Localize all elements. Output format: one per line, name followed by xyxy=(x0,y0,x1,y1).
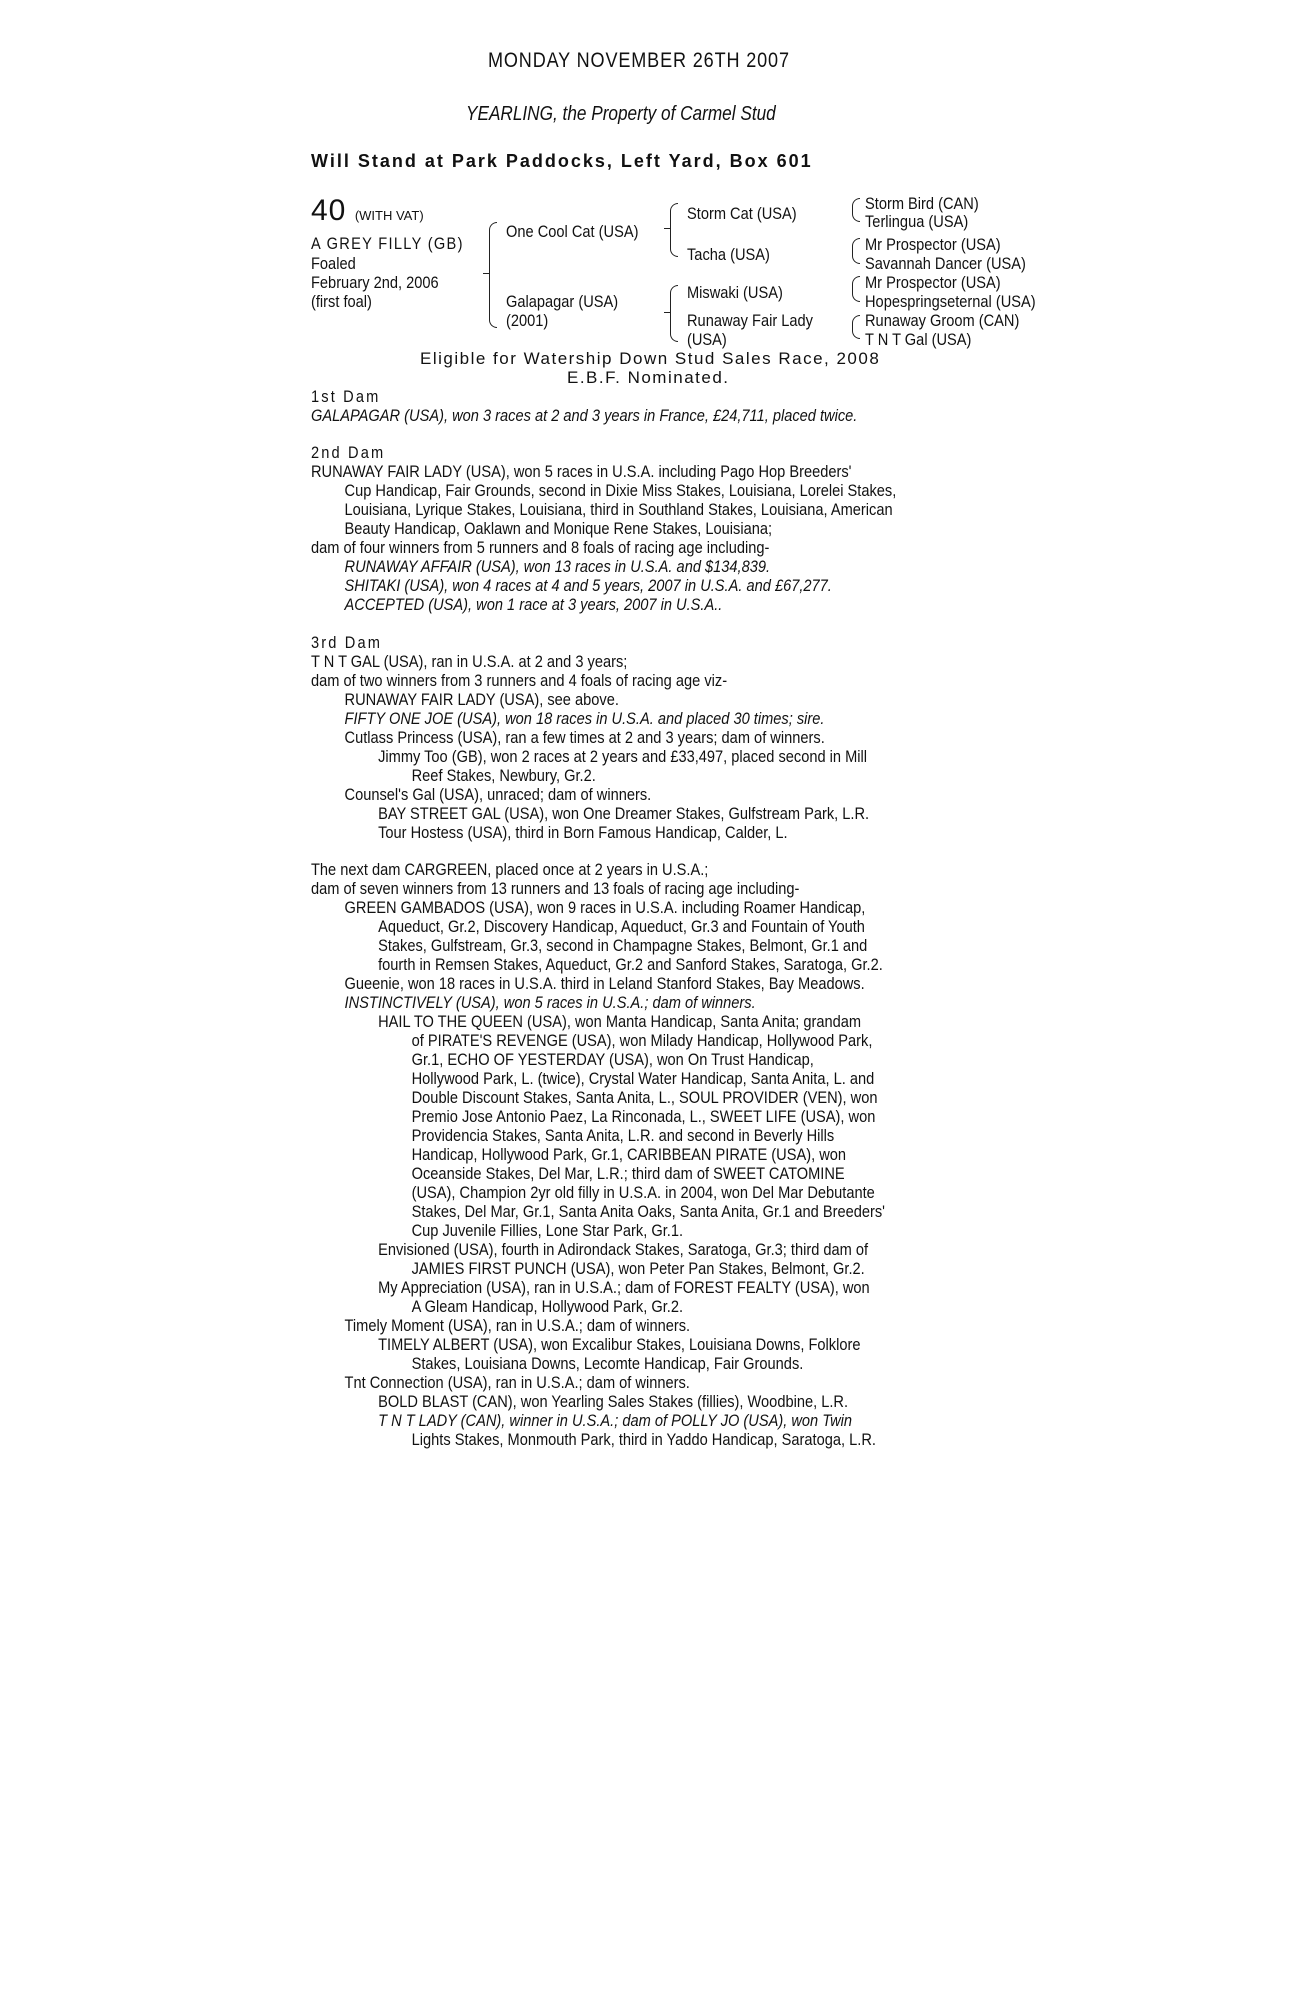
second-dam-line: ACCEPTED (USA), won 1 race at 3 years, 2007 in U.S.A.. xyxy=(344,595,723,614)
gen3-dss: Mr Prospector (USA) xyxy=(865,273,1001,292)
next-dam-line: (USA), Champion 2yr old filly in U.S.A. in 2004, won Del Mar Debutante xyxy=(411,1183,875,1202)
lot-description: A GREY FILLY (GB) xyxy=(311,234,464,253)
next-dam-line: Stakes, Del Mar, Gr.1, Santa Anita Oaks, Santa Anita, Gr.1 and Breeders' xyxy=(411,1202,885,1221)
next-dam-line: My Appreciation (USA), ran in U.S.A.; dam of FOREST FEALTY (USA), won xyxy=(378,1278,870,1297)
second-dam-line: SHITAKI (USA), won 4 races at 4 and 5 years, 2007 in U.S.A. and £67,277. xyxy=(344,576,832,595)
brace-dd xyxy=(852,315,860,339)
next-dam-line: The next dam CARGREEN, placed once at 2 years in U.S.A.; xyxy=(311,860,709,879)
third-dam-line: T N T GAL (USA), ran in U.S.A. at 2 and 3 years; xyxy=(311,652,628,671)
third-dam-heading: 3rd Dam xyxy=(311,633,383,652)
second-dam-line: RUNAWAY FAIR LADY (USA), won 5 races in U.S.A. including Pago Hop Breeders' xyxy=(311,462,852,481)
sire-name: One Cool Cat (USA) xyxy=(506,222,639,241)
second-dam-section xyxy=(311,443,1051,614)
next-dam-line: A Gleam Handicap, Hollywood Park, Gr.2. xyxy=(411,1297,684,1316)
gen3-sss: Storm Bird (CAN) xyxy=(865,194,979,213)
next-dam-line: fourth in Remsen Stakes, Aqueduct, Gr.2 and Sanford Stakes, Saratoga, Gr.2. xyxy=(378,955,883,974)
next-dam-section xyxy=(311,860,1051,1449)
next-dam-line: Aqueduct, Gr.2, Discovery Handicap, Aqueduct, Gr.3 and Fountain of Youth xyxy=(378,917,865,936)
brace-sire xyxy=(670,203,678,257)
next-dam-line: Premio Jose Antonio Paez, La Rinconada, L., SWEET LIFE (USA), won xyxy=(411,1107,876,1126)
lot-property: YEARLING, the Property of Carmel Stud xyxy=(466,103,776,125)
next-dam-line: BOLD BLAST (CAN), won Yearling Sales Stakes (fillies), Woodbine, L.R. xyxy=(378,1392,849,1411)
next-dam-line: Timely Moment (USA), ran in U.S.A.; dam of winners. xyxy=(344,1316,691,1335)
second-dam-line: Cup Handicap, Fair Grounds, second in Dixie Miss Stakes, Louisiana, Lorelei Stakes, xyxy=(344,481,897,500)
second-dam-line: Beauty Handicap, Oaklawn and Monique Rene Stakes, Louisiana; xyxy=(344,519,773,538)
dam-dam-line2: (USA) xyxy=(687,330,727,349)
second-dam-line: dam of four winners from 5 runners and 8 foals of racing age including- xyxy=(311,538,770,557)
brace-dam xyxy=(670,285,678,342)
next-dam-line: JAMIES FIRST PUNCH (USA), won Peter Pan Stakes, Belmont, Gr.2. xyxy=(411,1259,865,1278)
next-dam-line: Lights Stakes, Monmouth Park, third in Yaddo Handicap, Saratoga, L.R. xyxy=(411,1430,876,1449)
next-dam-line: Envisioned (USA), fourth in Adirondack Stakes, Saratoga, Gr.3; third dam of xyxy=(378,1240,869,1259)
third-dam-line: Reef Stakes, Newbury, Gr.2. xyxy=(411,766,596,785)
next-dam-line: T N T LADY (CAN), winner in U.S.A.; dam of POLLY JO (USA), won Twin xyxy=(378,1411,853,1430)
gen3-sds: Mr Prospector (USA) xyxy=(865,235,1001,254)
next-dam-line: Gr.1, ECHO OF YESTERDAY (USA), won On Trust Handicap, xyxy=(411,1050,814,1069)
sire-dam: Tacha (USA) xyxy=(687,245,770,264)
second-dam-line: Louisiana, Lyrique Stakes, Louisiana, third in Southland Stakes, Louisiana, American xyxy=(344,500,893,519)
dam-dam-line1: Runaway Fair Lady xyxy=(687,311,813,330)
stand-location: Will Stand at Park Paddocks, Left Yard, Box 601 xyxy=(311,151,813,171)
next-dam-line: Gueenie, won 18 races in U.S.A. third in Leland Stanford Stakes, Bay Meadows. xyxy=(344,974,865,993)
first-dam-line: GALAPAGAR (USA), won 3 races at 2 and 3 years in France, £24,711, placed twice. xyxy=(311,406,858,425)
foaled-date: February 2nd, 2006 xyxy=(311,273,439,292)
brace-gen1 xyxy=(489,222,497,328)
brace-dam-tip xyxy=(664,312,670,313)
next-dam-line: Tnt Connection (USA), ran in U.S.A.; dam of winners. xyxy=(344,1373,690,1392)
third-dam-line: RUNAWAY FAIR LADY (USA), see above. xyxy=(344,690,619,709)
brace-sire-tip xyxy=(664,228,670,229)
brace-ds xyxy=(852,276,860,302)
next-dam-line: Handicap, Hollywood Park, Gr.1, CARIBBEAN PIRATE (USA), won xyxy=(411,1145,847,1164)
third-dam-line: Counsel's Gal (USA), unraced; dam of winners. xyxy=(344,785,652,804)
next-dam-line: TIMELY ALBERT (USA), won Excalibur Stakes, Louisiana Downs, Folklore xyxy=(378,1335,861,1354)
next-dam-line: Providencia Stakes, Santa Anita, L.R. and second in Beverly Hills xyxy=(411,1126,835,1145)
third-dam-line: dam of two winners from 3 runners and 4 foals of racing age viz- xyxy=(311,671,728,690)
next-dam-line: dam of seven winners from 13 runners and 13 foals of racing age including- xyxy=(311,879,800,898)
eligibility-line-2: E.B.F. Nominated. xyxy=(567,368,730,387)
lot-number: 40 xyxy=(311,194,347,227)
next-dam-line: Cup Juvenile Fillies, Lone Star Park, Gr.1. xyxy=(411,1221,684,1240)
gen3-dsd: Hopespringseternal (USA) xyxy=(865,292,1036,311)
sale-date: MONDAY NOVEMBER 26TH 2007 xyxy=(488,49,790,72)
third-dam-line: Jimmy Too (GB), won 2 races at 2 years and £33,497, placed second in Mill xyxy=(378,747,868,766)
next-dam-line: Stakes, Louisiana Downs, Lecomte Handicap, Fair Grounds. xyxy=(411,1354,804,1373)
gen3-ssd: Terlingua (USA) xyxy=(865,212,969,231)
eligibility-line-1: Eligible for Watership Down Stud Sales Race, 2008 xyxy=(420,349,881,368)
next-dam-line: INSTINCTIVELY (USA), won 5 races in U.S.A.; dam of winners. xyxy=(344,993,756,1012)
third-dam-section xyxy=(311,633,1051,842)
dam-name: Galapagar (USA) xyxy=(506,292,619,311)
first-foal-note: (first foal) xyxy=(311,292,372,311)
gen3-sdd: Savannah Dancer (USA) xyxy=(865,254,1026,273)
next-dam-line: of PIRATE'S REVENGE (USA), won Milady Handicap, Hollywood Park, xyxy=(411,1031,873,1050)
third-dam-line: BAY STREET GAL (USA), won One Dreamer Stakes, Gulfstream Park, L.R. xyxy=(378,804,870,823)
dam-sire: Miswaki (USA) xyxy=(687,283,783,302)
next-dam-line: HAIL TO THE QUEEN (USA), won Manta Handicap, Santa Anita; grandam xyxy=(378,1012,862,1031)
first-dam-heading: 1st Dam xyxy=(311,387,381,406)
lot-number-block xyxy=(311,194,424,228)
brace-sd xyxy=(852,238,860,264)
gen3-ddd: T N T Gal (USA) xyxy=(865,330,972,349)
next-dam-line: Oceanside Stakes, Del Mar, L.R.; third dam of SWEET CATOMINE xyxy=(411,1164,845,1183)
second-dam-line: RUNAWAY AFFAIR (USA), won 13 races in U.S.A. and $134,839. xyxy=(344,557,771,576)
vat-note: (WITH VAT) xyxy=(354,208,424,223)
brace-gen1-tip xyxy=(483,273,489,274)
third-dam-line: Cutlass Princess (USA), ran a few times at 2 and 3 years; dam of winners. xyxy=(344,728,825,747)
third-dam-line: FIFTY ONE JOE (USA), won 18 races in U.S.A. and placed 30 times; sire. xyxy=(344,709,825,728)
sire-sire: Storm Cat (USA) xyxy=(687,204,797,223)
next-dam-line: Stakes, Gulfstream, Gr.3, second in Champagne Stakes, Belmont, Gr.1 and xyxy=(378,936,868,955)
foaled-label: Foaled xyxy=(311,254,356,273)
third-dam-line: Tour Hostess (USA), third in Born Famous Handicap, Calder, L. xyxy=(378,823,788,842)
brace-ss xyxy=(852,198,860,222)
first-dam-section xyxy=(311,387,1051,425)
dam-year: (2001) xyxy=(506,311,549,330)
gen3-dds: Runaway Groom (CAN) xyxy=(865,311,1020,330)
next-dam-line: Double Discount Stakes, Santa Anita, L., SOUL PROVIDER (VEN), won xyxy=(411,1088,878,1107)
next-dam-line: GREEN GAMBADOS (USA), won 9 races in U.S.A. including Roamer Handicap, xyxy=(344,898,866,917)
second-dam-heading: 2nd Dam xyxy=(311,443,386,462)
next-dam-line: Hollywood Park, L. (twice), Crystal Water Handicap, Santa Anita, L. and xyxy=(411,1069,875,1088)
